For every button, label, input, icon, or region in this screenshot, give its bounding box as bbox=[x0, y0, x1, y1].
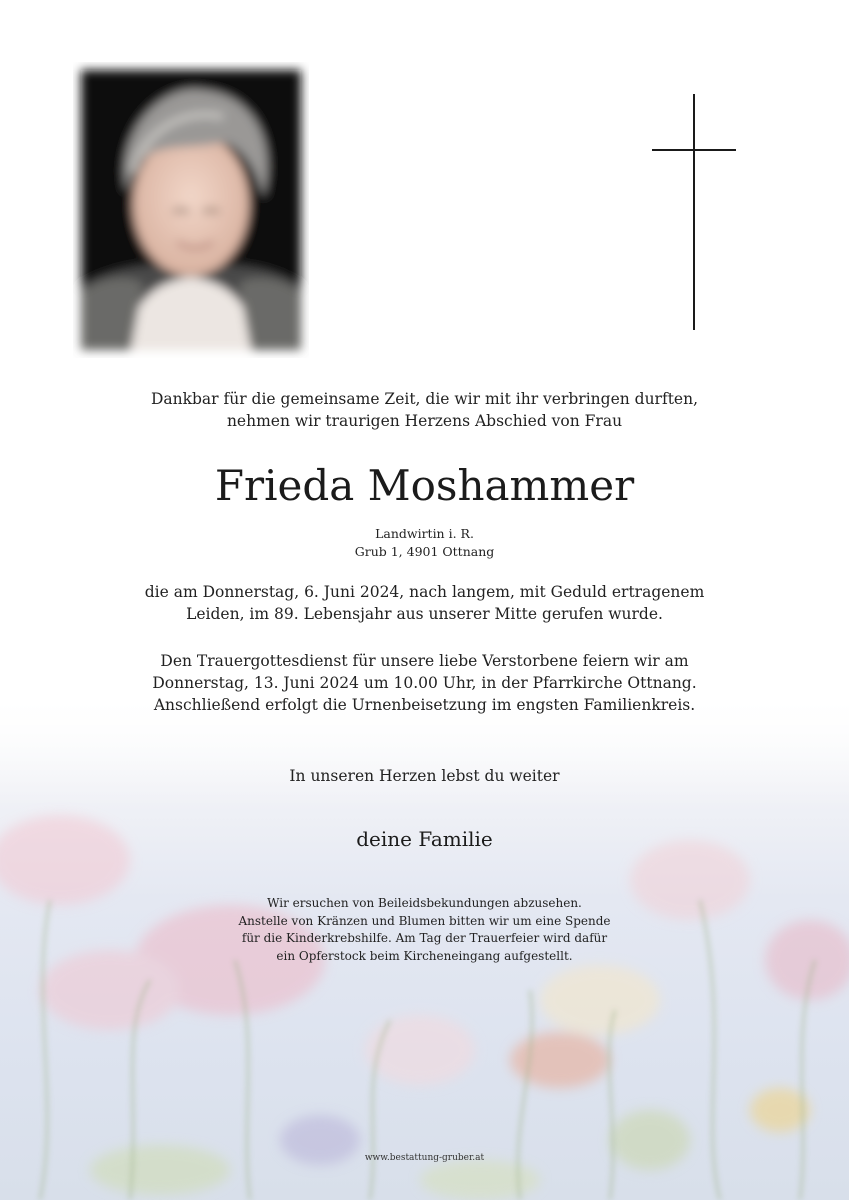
motto: In unseren Herzen lebst du weiter bbox=[289, 767, 560, 785]
intro-text: Dankbar für die gemeinsame Zeit, die wir mit ihr verbringen durften, nehmen wir traurigen Herzens Abschied von Frau bbox=[150, 390, 699, 430]
occupation-address: Landwirtin i. R. Grub 1, 4901 Ottnang bbox=[354, 526, 495, 559]
website-footer: www.bestattung-gruber.at bbox=[364, 1153, 485, 1163]
funeral-notice: Den Trauergottesdienst für unsere liebe Verstorbene feiern wir am Donnerstag, 13. Juni 2024 um 10.00 Uhr, in der Pfarrkirche Ottnang. Anschließend erfolgt die Urnenbeisetzung im engsten Familienkreis. bbox=[152, 652, 697, 714]
cross-icon bbox=[652, 94, 736, 330]
death-notice: die am Donnerstag, 6. Juni 2024, nach langem, mit Geduld ertragenem Leiden, im 89. Lebensjahr aus unserer Mitte gerufen wurde. bbox=[144, 583, 705, 623]
deceased-name: Frieda Moshammer bbox=[214, 461, 635, 510]
portrait-photo bbox=[73, 62, 309, 358]
family-signature: deine Familie bbox=[356, 827, 493, 851]
donation-note: Wir ersuchen von Beileidsbekundungen abzusehen. Anstelle von Kränzen und Blumen bitten wir um eine Spende für die Kinderkrebshilfe. Am Tag der Trauerfeier wird dafür ein Opferstock beim Kircheneingang aufgestellt. bbox=[238, 896, 611, 963]
